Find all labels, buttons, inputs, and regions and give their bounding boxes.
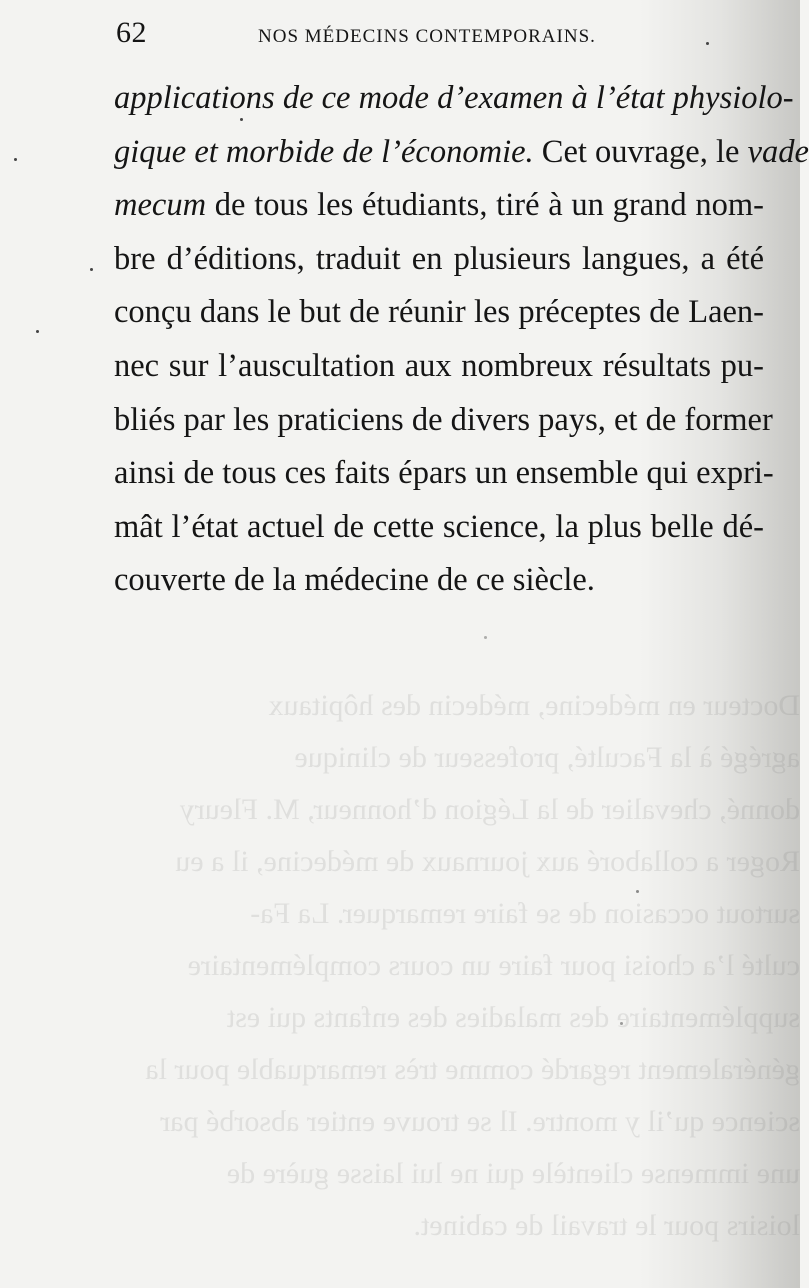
speck (636, 890, 639, 893)
speck (14, 158, 17, 161)
text-segment: bre d’éditions, traduit en plusieurs langues, a été (114, 240, 764, 277)
text-segment: couverte de la médecine de ce siècle. (114, 562, 595, 599)
speck (90, 268, 93, 271)
text-segment: bliés par les praticiens de divers pays, et de former (114, 401, 773, 438)
text-line (114, 340, 764, 394)
text-line (114, 72, 794, 126)
running-head (0, 16, 800, 56)
speck (706, 42, 709, 45)
text-line (114, 179, 764, 233)
italic-text: vade (747, 133, 809, 170)
text-segment: ainsi de tous ces faits épars un ensemble qui expri- (114, 455, 774, 492)
text-line (114, 554, 764, 608)
speck (484, 636, 487, 639)
speck (36, 330, 39, 333)
text-line (114, 126, 809, 180)
text-line (114, 286, 764, 340)
running-title: NOS MÉDECINS CONTEMPORAINS. (258, 26, 596, 47)
text-line (114, 394, 773, 448)
bleed-through: Docteur en médecine, médecin des hôpitaux agrégé à la Faculté, professeur de clinique donné, chevalier de la Légion d’honneur, M. Fleury Roger a collaboré aux journaux de médecine, il a eu surtout occasion de se faire remarquer. La Fa- culté l’a choisi pour faire un cours complémentaire supplémentaire des maladies des enfants qui est généralement regardé comme très remarquable pour la science qu’il y montre. Il se trouve entier absorbé par une immense clientèle qui ne lui laisse guère de loisirs pour le travail de cabinet. (145, 689, 800, 1242)
italic-text: gique et morbide de l’économie. (114, 133, 534, 170)
page-number: 62 (116, 16, 147, 49)
italic-text: applications de ce mode d’examen à l’état physiolo- (114, 80, 794, 116)
italic-text: mecum (114, 187, 207, 224)
body-text (114, 72, 809, 608)
text-segment: Cet ouvrage, le (533, 133, 748, 170)
text-segment: nec sur l’auscultation aux nombreux résultats pu- (114, 347, 764, 384)
text-segment: mât l’état actuel de cette science, la plus belle dé- (114, 508, 764, 545)
text-segment: de tous les étudiants, tiré à un grand nom- (206, 187, 764, 224)
text-line (114, 501, 764, 555)
text-line (114, 233, 764, 287)
speck (240, 118, 243, 121)
speck (620, 1022, 623, 1025)
text-line (114, 447, 774, 501)
text-segment: conçu dans le but de réunir les préceptes de Laen- (114, 294, 764, 331)
